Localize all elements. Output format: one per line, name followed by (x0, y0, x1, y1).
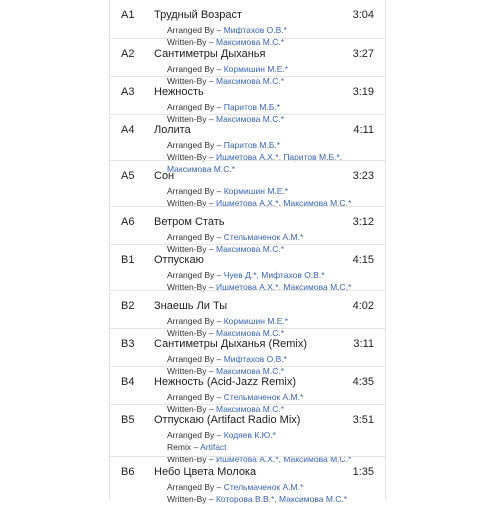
track-position: A3 (121, 86, 135, 98)
track-position: A4 (121, 124, 135, 136)
track-title: Сон (154, 170, 175, 182)
credit-line (167, 353, 372, 365)
credit-role: Written-By – (167, 454, 216, 464)
credit-artist-link[interactable]: Максимова М.С.* (215, 76, 285, 86)
track-row (110, 456, 385, 504)
credit-role: Remix – (167, 442, 201, 452)
track-duration: 1:35 (352, 466, 374, 478)
credit-role: Written-By – (167, 328, 216, 338)
credit-line (167, 269, 372, 281)
credit-role: Written-By – (167, 152, 216, 162)
credit-role: Arranged By – (167, 25, 224, 35)
credit-artist-link[interactable]: Максимова М.С.* (215, 328, 285, 338)
credit-role: Arranged By – (167, 102, 224, 112)
track-title: Сантиметры Дыханья (Remix) (154, 338, 308, 350)
credit-artist-link[interactable]: Ишметова А.Х.*, Максимова М.С.* (215, 454, 352, 464)
track-row (110, 404, 385, 464)
track-duration: 4:35 (352, 376, 374, 388)
track-row (110, 244, 385, 291)
credit-artist-link[interactable]: Максимова М.С.* (215, 114, 285, 124)
track-title: Сантиметры Дыханья (154, 48, 266, 60)
track-duration: 3:04 (352, 9, 374, 21)
track-duration: 3:12 (352, 216, 374, 228)
credit-role: Arranged By – (167, 64, 224, 74)
credit-line (167, 391, 372, 403)
credit-role: Written-By – (167, 282, 216, 292)
credit-role: Arranged By – (167, 392, 224, 402)
credit-line (167, 185, 372, 197)
credit-artist-link[interactable]: Которова В.В.*, Максимова М.С.* (215, 494, 348, 504)
track-duration: 3:51 (352, 414, 374, 426)
track-row (110, 328, 385, 376)
credit-line (167, 101, 372, 113)
credit-artist-link[interactable]: Artifact (200, 442, 227, 452)
credit-artist-link[interactable]: Максимова М.С.* (215, 37, 285, 47)
credit-role: Arranged By – (167, 482, 224, 492)
credit-artist-link[interactable]: Паритов М.Б.* (223, 140, 281, 150)
credit-line (167, 63, 372, 75)
credit-role: Written-By – (167, 37, 216, 47)
track-credits (167, 481, 372, 505)
credit-artist-link[interactable]: Паритов М.Б.* (223, 102, 281, 112)
track-row (110, 38, 385, 86)
credit-line (167, 481, 372, 493)
track-duration: 4:15 (352, 254, 374, 266)
credit-role: Written-By – (167, 244, 216, 254)
track-position: A5 (121, 170, 135, 182)
track-position: B5 (121, 414, 135, 426)
track-title: Знаешь Ли Ты (154, 300, 228, 312)
credit-role: Arranged By – (167, 186, 224, 196)
track-title: Нежность (Acid-Jazz Remix) (154, 376, 297, 388)
track-title: Трудный Возраст (154, 9, 242, 21)
credit-role: Arranged By – (167, 430, 224, 440)
credit-artist-link[interactable]: Кормишин М.Е.* (223, 64, 289, 74)
credit-artist-link[interactable]: Стельмаченок А.М.* (223, 482, 304, 492)
track-title: Лолита (154, 124, 191, 136)
credit-role: Arranged By – (167, 354, 224, 364)
credit-role: Arranged By – (167, 270, 224, 280)
credit-artist-link[interactable]: Ишметова А.Х.*, Максимова М.С.* (215, 198, 352, 208)
credit-line (167, 441, 372, 453)
credit-artist-link[interactable]: Ишметова А.Х.*, Максимова М.С.* (215, 282, 352, 292)
credit-line (167, 231, 372, 243)
track-row (110, 206, 385, 254)
track-position: B1 (121, 254, 135, 266)
credit-artist-link[interactable]: Кормишин М.Е.* (223, 186, 289, 196)
track-duration: 3:23 (352, 170, 374, 182)
track-row (110, 366, 385, 414)
credit-role: Arranged By – (167, 232, 224, 242)
track-position: B4 (121, 376, 135, 388)
credit-artist-link[interactable]: Кодяев К.Ю.* (223, 430, 276, 440)
credit-role: Written-By – (167, 366, 216, 376)
credit-artist-link[interactable]: Стельмаченок А.М.* (223, 232, 304, 242)
credit-role: Arranged By – (167, 140, 224, 150)
track-duration: 3:27 (352, 48, 374, 60)
tracklist-table (109, 0, 386, 504)
track-row (110, 76, 385, 124)
credit-artist-link[interactable]: Стельмаченок А.М.* (223, 392, 304, 402)
track-duration: 3:19 (352, 86, 374, 98)
credit-line (167, 429, 372, 441)
track-title: Нежность (154, 86, 204, 98)
credit-artist-link[interactable]: Чуев Д.*, Мифтахов О.В.* (223, 270, 325, 280)
credit-line (167, 315, 372, 327)
credit-artist-link[interactable]: Максимова М.С.* (215, 404, 285, 414)
credit-line (167, 24, 372, 36)
credit-artist-link[interactable]: Кормишин М.Е.* (223, 316, 289, 326)
credit-artist-link[interactable]: Максимова М.С.* (215, 366, 285, 376)
credit-artist-link[interactable]: Максимова М.С.* (215, 244, 285, 254)
credit-line (167, 139, 372, 151)
credit-role: Written-By – (167, 114, 216, 124)
credit-artist-link[interactable]: Мифтахов О.В.* (223, 25, 287, 35)
track-position: B6 (121, 466, 135, 478)
track-row (110, 114, 385, 174)
credit-role: Written-By – (167, 198, 216, 208)
track-duration: 4:11 (353, 124, 374, 136)
track-title: Ветром Стать (154, 216, 225, 228)
track-row (110, 290, 385, 338)
track-position: A2 (121, 48, 135, 60)
track-position: A6 (121, 216, 135, 228)
credit-role: Written-By – (167, 494, 216, 504)
credit-line (167, 493, 372, 505)
track-duration: 3:11 (353, 338, 374, 350)
credit-role: Written-By – (167, 76, 216, 86)
track-title: Отпускаю (Artifact Radio Mix) (154, 414, 301, 426)
credit-artist-link[interactable]: Ишметова А.Х.*, Паритов М.Б.*, Максимова М.С.* (167, 152, 343, 174)
track-position: B3 (121, 338, 135, 350)
track-row (110, 160, 385, 207)
track-title: Отпускаю (154, 254, 204, 266)
track-position: B2 (121, 300, 135, 312)
credit-artist-link[interactable]: Мифтахов О.В.* (223, 354, 287, 364)
track-title: Небо Цвета Молока (154, 466, 257, 478)
track-duration: 4:02 (352, 300, 374, 312)
track-position: A1 (121, 9, 135, 21)
track-row (110, 0, 385, 47)
credit-role: Written-By – (167, 404, 216, 414)
credit-role: Arranged By – (167, 316, 224, 326)
